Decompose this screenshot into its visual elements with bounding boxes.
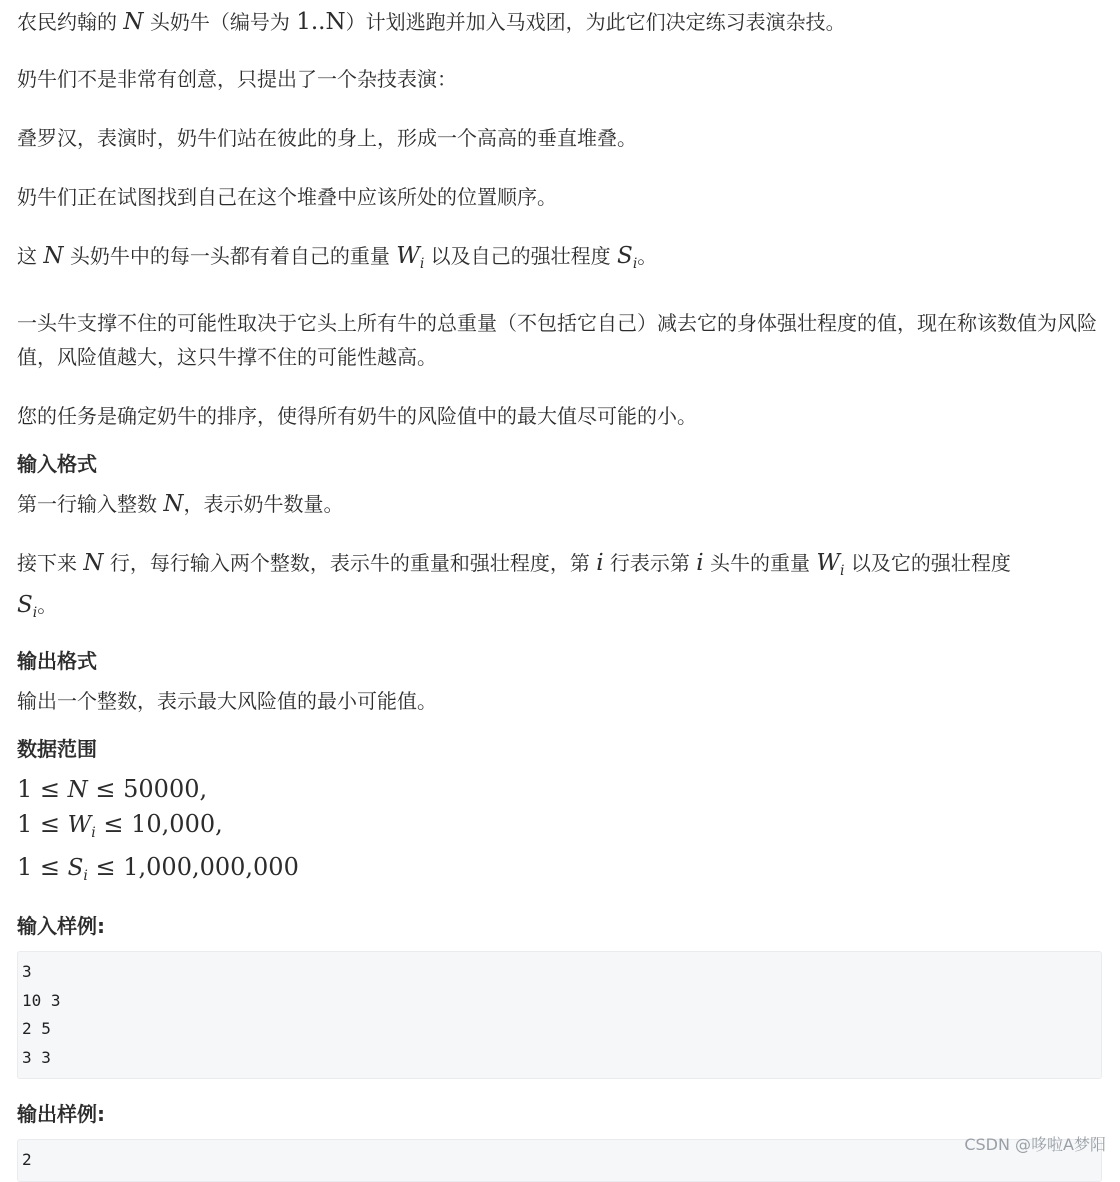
math-var: S [17,592,33,618]
text: ，表示奶牛数量。 [183,492,344,516]
output-format-heading: 输出格式 [17,649,97,673]
math-var: i [596,550,604,576]
sample-input-heading: 输入样例: [17,914,105,938]
text: ≤ 10,000, [95,810,223,838]
text: 1 ≤ [17,775,68,803]
math-var: N [123,9,144,35]
paragraph-stacking: 叠罗汉，表演时，奶牛们站在彼此的身上，形成一个高高的垂直堆叠。 [17,126,637,150]
math-subscript: i [632,256,638,272]
text: ≤ 1,000,000,000 [87,853,299,881]
paragraph-task: 您的任务是确定奶牛的排序，使得所有奶牛的风险值中的最大值尽可能的小。 [17,404,697,428]
math-var: W [816,550,840,576]
text: 行表示第 [603,551,697,575]
code-line: 2 [22,1150,32,1169]
math-var: S [67,855,84,881]
paragraph-order: 奶牛们正在试图找到自己在这个堆叠中应该所处的位置顺序。 [17,185,557,209]
data-range-heading: 数据范围 [17,737,97,761]
math-subscript: i [419,256,425,272]
text: 头牛的重量 [703,551,817,575]
math-var: i [696,550,704,576]
sample-output-heading: 输出样例: [17,1102,105,1126]
text: 头奶牛（编号为 [143,10,297,34]
text: 以及它的强壮程度 [844,551,1011,575]
code-line: 3 [22,962,32,981]
paragraph-risk: 一头牛支撑不住的可能性取决于它头上所有牛的总重量（不包括它自己）减去它的身体强壮程度的值，现在称该数值为风险值，风险值越大，这只牛撑不住的可能性越高。 [17,311,1097,369]
code-line: 10 3 [22,990,61,1010]
paragraph-creativity: 奶牛们不是非常有创意，只提出了一个杂技表演： [17,67,457,91]
paragraph-weight-strength [17,234,1102,281]
csdn-watermark: CSDN @哆啦A梦阳 [964,1135,1106,1154]
math-subscript: i [91,825,96,841]
text: 行，每行输入两个整数，表示牛的重量和强壮程度，第 [103,551,597,575]
code-line: 3 3 [22,1047,51,1067]
math-var: N [43,243,64,269]
math-subscript: i [32,605,38,621]
text: 1 ≤ [17,810,68,838]
math-var: W [396,243,420,269]
math-var: W [67,812,92,838]
math-var: N [163,491,184,517]
text: ）计划逃跑并加入马戏团，为此它们决定练习表演杂技。 [345,10,846,34]
text: 接下来 [17,551,84,575]
intro-paragraph [17,0,1102,39]
math-subscript: i [840,563,845,579]
range-w [17,807,1102,850]
text: 这 [17,244,44,268]
math-range: 1..N [296,9,346,35]
range-s [17,850,1102,893]
sample-input-code [17,951,1102,1079]
math-var: N [67,777,88,803]
input-format-heading: 输入格式 [17,452,97,476]
output-format-text: 输出一个整数，表示最大风险值的最小可能值。 [17,689,437,713]
math-var: N [83,550,104,576]
text: 头奶牛中的每一头都有着自己的重量 [63,244,397,268]
text: 。 [37,593,58,617]
input-format-line1 [17,487,1102,521]
text: 第一行输入整数 [17,492,164,516]
input-format-line2 [17,541,1102,630]
code-line: 2 5 [22,1019,51,1038]
range-n [17,772,1102,807]
text: 1 ≤ [17,853,68,881]
math-var: S [617,243,633,269]
text: 以及自己的强壮程度 [424,244,618,268]
problem-statement [17,0,1102,1182]
sample-output-code [17,1139,1102,1182]
text: 。 [637,244,658,268]
math-subscript: i [83,868,88,884]
text: 农民约翰的 [17,10,124,34]
text: ≤ 50000, [87,775,208,803]
